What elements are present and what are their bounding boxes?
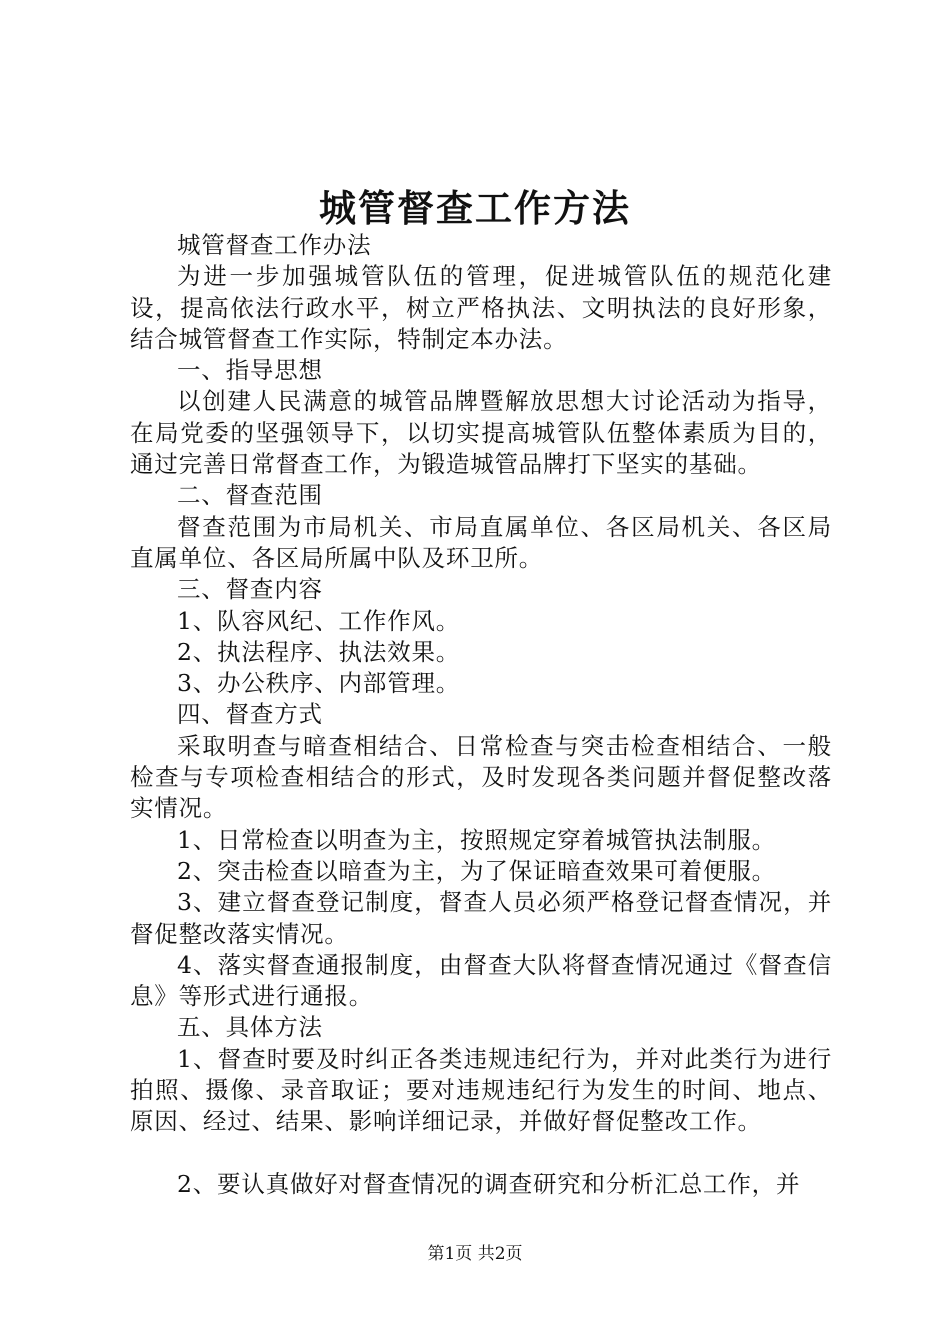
list-item: 3、建立督查登记制度，督查人员必须严格登记督查情况，并督促整改落实情况。 [130,888,832,948]
section-heading: 一、指导思想 [177,356,323,385]
paragraph: 以创建人民满意的城管品牌暨解放思想大讨论活动为指导，在局党委的坚强领导下，以切实提高城管队伍整体素质为目的，通过完善日常督查工作，为锻造城管品牌打下坚实的基础。 [130,387,832,479]
list-item: 1、日常检查以明查为主，按照规定穿着城管执法制服。 [177,825,776,854]
list-item: 2、突击检查以暗查为主，为了保证暗查效果可着便服。 [177,856,776,885]
paragraph: 城管督查工作办法 [177,231,372,259]
section-heading: 二、督查范围 [177,481,323,510]
list-item: 3、办公秩序、内部管理。 [177,669,461,698]
document-body [130,230,832,1200]
list-item: 2、要认真做好对督查情况的调查研究和分析汇总工作，并 [177,1169,801,1198]
document-title: 城管督查工作方法 [319,186,631,230]
list-item: 2、执法程序、执法效果。 [177,637,461,666]
section-heading: 三、督查内容 [177,575,323,604]
page-number-footer: 第1页 共2页 [427,1244,523,1264]
paragraph: 采取明查与暗查相结合、日常检查与突击检查相结合、一般检查与专项检查相结合的形式，及时发现各类问题并督促整改落实情况。 [130,731,832,823]
section-heading: 四、督查方式 [177,700,323,729]
paragraph: 督查范围为市局机关、市局直属单位、各区局机关、各区局直属单位、各区局所属中队及环卫所。 [130,512,832,572]
paragraph: 为进一步加强城管队伍的管理，促进城管队伍的规范化建设，提高依法行政水平，树立严格执法、文明执法的良好形象，结合城管督查工作实际，特制定本办法。 [130,262,832,353]
section-heading: 五、具体方法 [177,1013,323,1042]
list-item: 1、督查时要及时纠正各类违规违纪行为，并对此类行为进行拍照、摄像、录音取证；要对违规违纪行为发生的时间、地点、原因、经过、结果、影响详细记录，并做好督促整改工作。 [130,1044,832,1136]
list-item: 4、落实督查通报制度，由督查大队将督查情况通过《督查信息》等形式进行通报。 [130,950,832,1011]
list-item: 1、队容风纪、工作作风。 [177,606,461,635]
